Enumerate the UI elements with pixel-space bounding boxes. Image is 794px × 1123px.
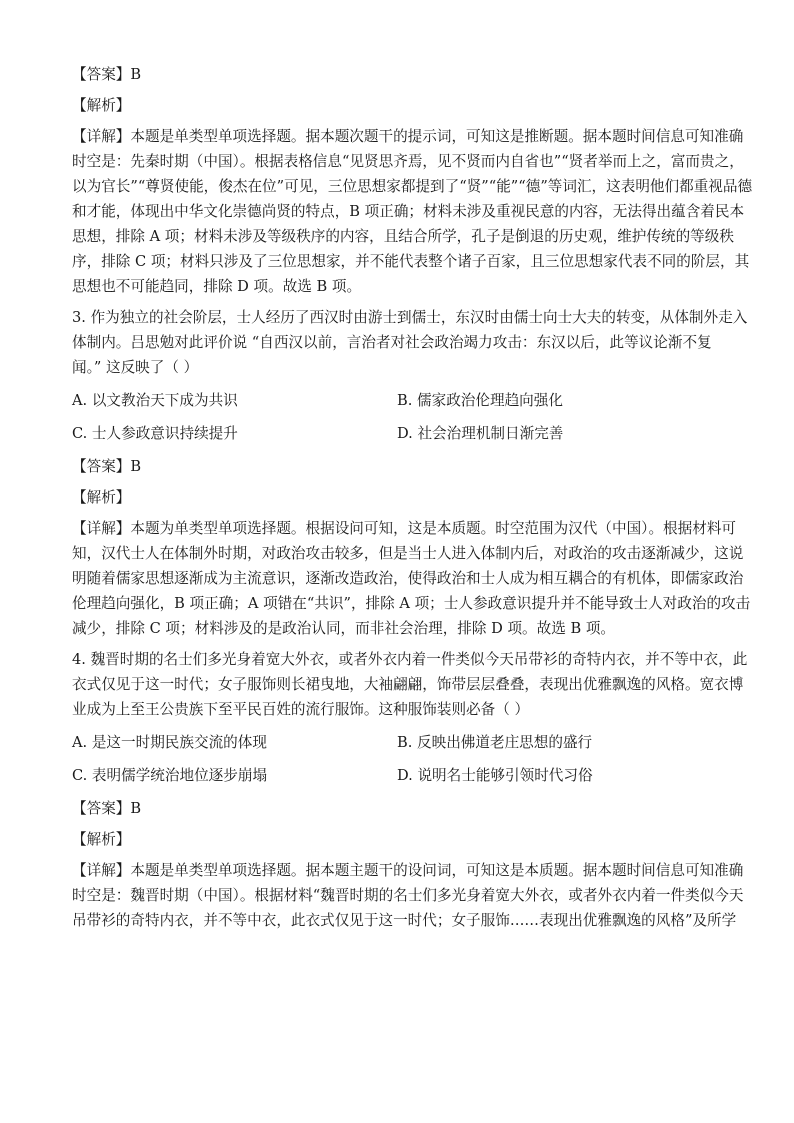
q3-detail-line: 明随着儒家思想逐渐成为主流意识，逐渐改造政治，使得政治和士人成为相互耦合的有机体，即儒家政治 bbox=[72, 570, 744, 587]
q4-option-a: A. 是这一时期民族交流的体现 bbox=[72, 734, 267, 751]
q4-option-b: B. 反映出佛道老庄思想的盛行 bbox=[397, 734, 593, 751]
q3-detail-line: 知，汉代士人在体制外时期，对政治攻击较多，但是当士人进入体制内后，对政治的攻击逐渐减少，这说 bbox=[72, 545, 744, 562]
q3-stem bbox=[72, 305, 748, 380]
q3-option-a: A. 以文教治天下成为共识 bbox=[72, 392, 238, 409]
q4-detail bbox=[72, 858, 744, 933]
q3-stem-line: 闻。” 这反映了（ ） bbox=[72, 359, 199, 376]
q2-detail-line: 思想，排除 A 项；材料未涉及等级秩序的内容，且结合所学，孔子是倒退的历史观，维护传统的等级秩 bbox=[72, 228, 734, 245]
q2-detail-line: 和才能，体现出中华文化崇德尚贤的特点，B 项正确；材料未涉及重视民意的内容，无法得出蕴含着民本 bbox=[72, 203, 745, 220]
q3-option-b: B. 儒家政治伦理趋向强化 bbox=[397, 392, 563, 409]
q2-detail-line: 时空是：先秦时期（中国）。根据表格信息“见贤思齐焉，见不贤而内自省也”“贤者举而上之，富而贵之， bbox=[72, 153, 744, 170]
q4-stem bbox=[72, 647, 748, 722]
q2-detail bbox=[72, 124, 753, 299]
q4-stem-line: 4. 魏晋时期的名士们多光身着宽大外衣，或者外衣内着一件类似今天吊带衫的奇特内衣，并不等中衣，此 bbox=[72, 651, 748, 668]
q3-analysis-label: 【解析】 bbox=[72, 489, 131, 506]
q4-options bbox=[72, 730, 722, 788]
q2-detail-line: 以为官长”“尊贤使能，俊杰在位”可见，三位思想家都提到了“贤”“能”“德”等词汇，这表明他们都重视品德 bbox=[72, 178, 753, 195]
q2-answer-label: 【答案】B bbox=[72, 66, 142, 83]
q2-detail-line: 思想也不可能趋同，排除 D 项。故选 B 项。 bbox=[72, 278, 362, 295]
q4-stem-line: 业成为上至王公贵族下至平民百姓的流行服饰。这种服饰装则必备（ ） bbox=[72, 701, 530, 718]
q3-option-d: D. 社会治理机制日渐完善 bbox=[397, 425, 564, 442]
q3-stem-line: 体制内。吕思勉对此评价说 “自西汉以前，言治者对社会政治竭力攻击：东汉以后，此等议论渐不复 bbox=[72, 334, 712, 351]
q3-detail-line: 伦理趋向强化，B 项正确；A 项错在“共识”，排除 A 项；士人参政意识提升并不能导致士人对政治的攻击 bbox=[72, 595, 751, 612]
q2-detail-line: 序，排除 C 项；材料只涉及了三位思想家，并不能代表整个诸子百家，且三位思想家代表不同的阶层，其 bbox=[72, 253, 750, 270]
q2-analysis-label: 【解析】 bbox=[72, 97, 131, 114]
q4-detail-line: 时空是：魏晋时期（中国）。根据材料“魏晋时期的名士们多光身着宽大外衣，或者外衣内着一件类似今天 bbox=[72, 887, 744, 904]
q3-answer-label: 【答案】B bbox=[72, 458, 142, 475]
q4-answer-label: 【答案】B bbox=[72, 800, 142, 817]
document-page bbox=[72, 62, 753, 939]
q3-stem-line: 3. 作为独立的社会阶层，士人经历了西汉时由游士到儒士，东汉时由儒士向士大夫的转变，从体制外走入 bbox=[72, 309, 748, 326]
q3-option-c: C. 士人参政意识持续提升 bbox=[72, 425, 238, 442]
q4-detail-line: 吊带衫的奇特内衣，并不等中衣，此衣式仅见于这一时代；女子服饰……表现出优雅飘逸的风格”及所学 bbox=[72, 912, 737, 929]
q4-option-d: D. 说明名士能够引领时代习俗 bbox=[397, 767, 593, 784]
q3-detail-line: 【详解】本题为单类型单项选择题。根据设问可知，这是本质题。时空范围为汉代（中国）。根据材料可 bbox=[72, 520, 737, 537]
q3-detail bbox=[72, 516, 751, 641]
q4-analysis-label: 【解析】 bbox=[72, 831, 131, 848]
q4-stem-line: 衣式仅见于这一时代；女子服饰则长裙曳地，大袖翩翩，饰带层层叠叠，表现出优雅飘逸的风格。宽衣博 bbox=[72, 676, 744, 693]
q2-detail-line: 【详解】本题是单类型单项选择题。据本题次题干的提示词，可知这是推断题。据本题时间信息可知准确 bbox=[72, 128, 744, 145]
q3-detail-line: 减少，排除 C 项；材料涉及的是政治认同，而非社会治理，排除 D 项。故选 B 项。 bbox=[72, 620, 616, 637]
q3-options bbox=[72, 388, 722, 446]
q4-option-c: C. 表明儒学统治地位逐步崩塌 bbox=[72, 767, 268, 784]
q4-detail-line: 【详解】本题是单类型单项选择题。据本题主题干的设问词，可知这是本质题。据本题时间信息可知准确 bbox=[72, 862, 744, 879]
